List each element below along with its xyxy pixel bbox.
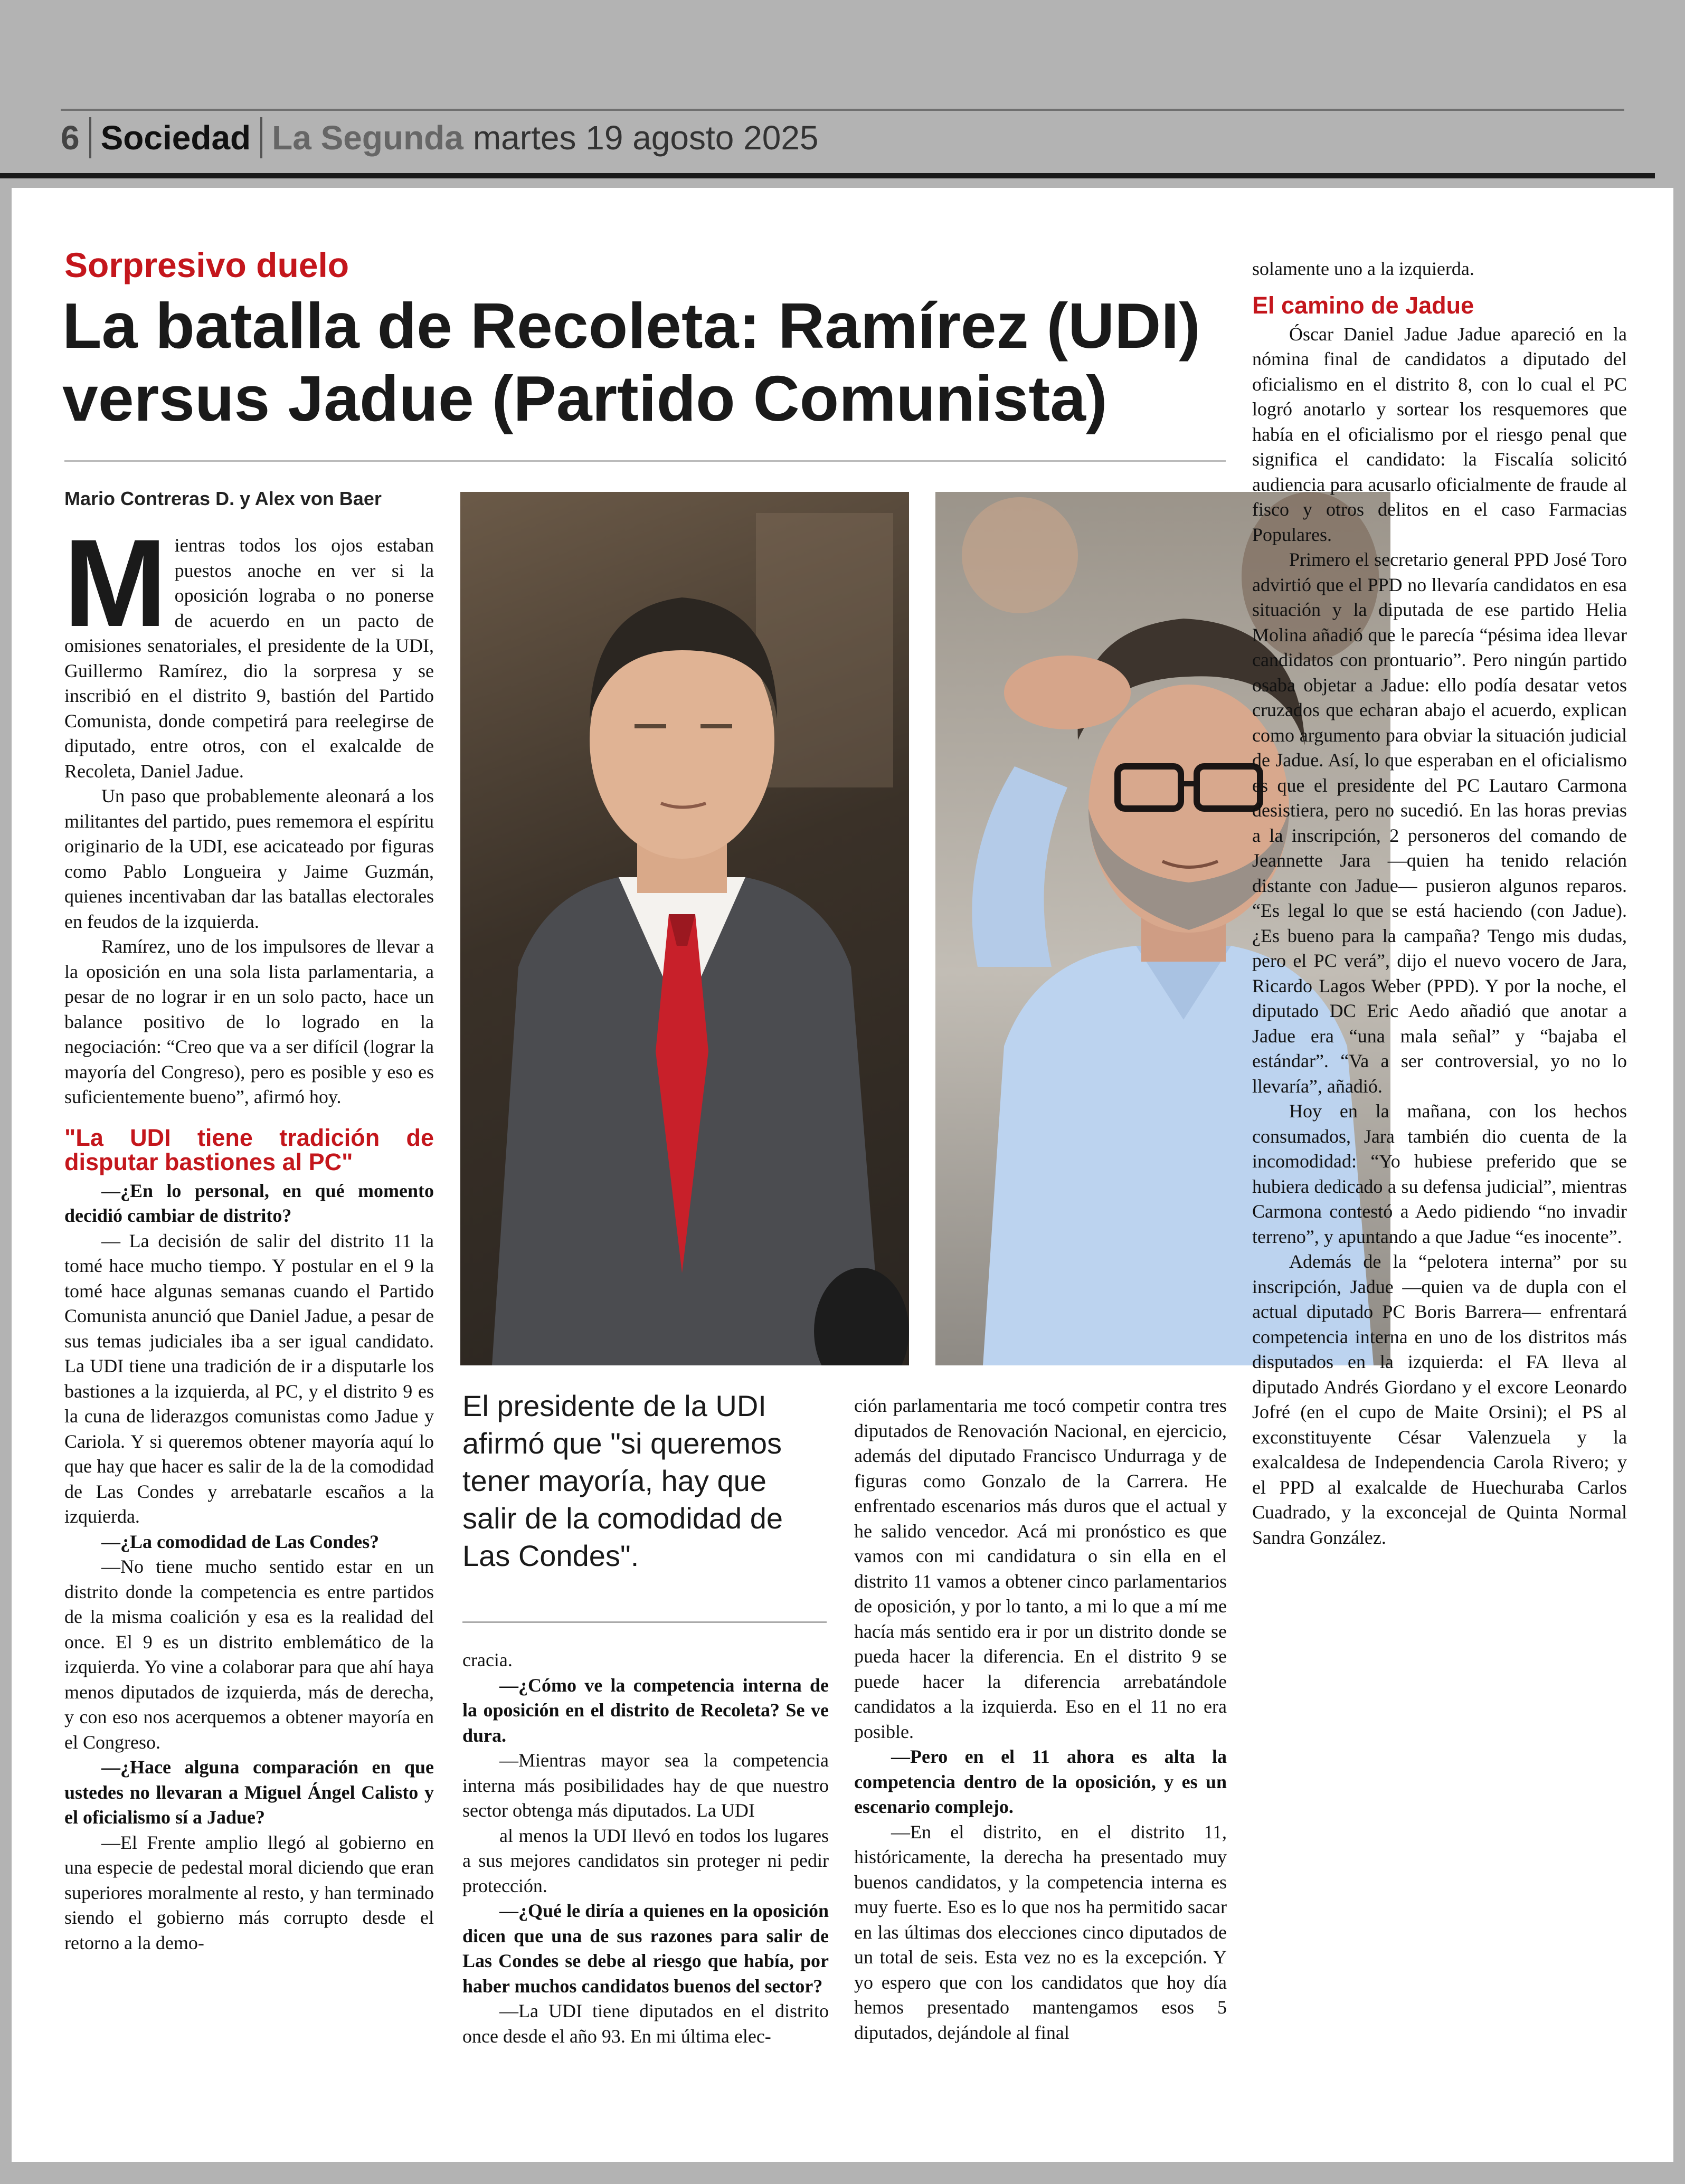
paragraph: Un paso que probablemente aleonará a los militantes del partido, pues rememora el espíritu originario de la UDI, ese acicateado por figuras como Pablo Longueira y Jaime Guzmán, quienes incentivaban dar las batallas electorales en feudos de la izquierda. (64, 785, 434, 932)
interview-question: —¿Qué le diría a quienes en la oposición dicen que una de sus razones para salir de Las Condes se debe al riesgo que había, por haber muchos candidatos buenos del sector? (462, 1900, 829, 1997)
interview-question: —Pero en el 11 ahora es alta la competencia dentro de la oposición, y es un escenario complejo. (854, 1746, 1227, 1817)
article-headline: La batalla de Recoleta: Ramírez (UDI) versus Jadue (Partido Comunista) (62, 290, 1200, 434)
header-top-rule (61, 109, 1624, 111)
publication-name: La Segunda (272, 119, 463, 157)
article-kicker: Sorpresivo duelo (64, 245, 349, 284)
paragraph: Además de la “pelotera interna” por su inscripción, Jadue —quien va de dupla con el actual diputado PC Boris Barrera— enfrentará competencia interna en uno de los distritos más disputados en la izquierda: el FA lleva al diputado Andrés Giordano y el excore Leonardo Jofré (en el cupo de Maite Orsini); el PS al exconstituyente César Valenzuela y la exalcaldesa de Independencia Carola Rivero; y el PPD al exalcalde de Huechuraba Carlos Cuadrado, y la exconcejal de Quinta Normal Sandra González. (1252, 1251, 1627, 1548)
interview-answer: —Mientras mayor sea la competencia interna más posibilidades hay de que nuestro sector obtenga más diputados. La UDI (462, 1750, 829, 1821)
drop-cap: M (63, 514, 167, 653)
page-header (0, 0, 1685, 179)
interview-answer: —El Frente amplio llegó al gobierno en una especie de pedestal moral diciendo que eran superiores moralmente al resto, y han terminado siendo el gobierno más corrupto desde el retorno a la demo- (64, 1831, 434, 1953)
interview-subhead: "La UDI tiene tradición de disputar bastiones al PC" (64, 1124, 434, 1175)
section-subhead: El camino de Jadue (1252, 291, 1474, 319)
paragraph: Ramírez, uno de los impulsores de llevar a la oposición en una sola lista parlamentaria, a pesar de no lograr ir en un solo pacto, hace un balance positivo de lo logrado en la negociación: “Creo que va a ser difícil (lograr la mayoría del Congreso), pero es posible y eso es suficientemente bueno”, afirmó hoy. (64, 936, 434, 1107)
interview-answer: — La decisión de salir del distrito 11 la tomé hace mucho tiempo. Y postular en el 9 la tomé hace algunas semanas cuando el Partido Comunista anunció que Daniel Jadue, a pesar de sus temas judiciales iba a ser igual candidato. La UDI tiene una tradición de ir a disputarle los bastiones a la izquierda, al PC, y el distrito 9 es la cuna de liderazgos comunistas como Jadue y Cariola. Y si queremos obtener mayoría aquí lo que hay que hacer es salir de la de la comodidad de Las Condes y arrebatarle escaños a la izquierda. (64, 1230, 434, 1527)
column-2 (462, 1648, 829, 2049)
page-number: 6 (61, 119, 80, 157)
issue-date: martes 19 agosto 2025 (472, 119, 819, 157)
interview-answer: —La UDI tiene diputados en el distrito once desde el año 93. En mi última elec- (462, 2000, 829, 2047)
section-name: Sociedad (100, 119, 251, 157)
folio-separator (260, 117, 262, 158)
interview-answer: —En el distrito, en el distrito 11, históricamente, la derecha ha presentado muy buenos candidatos, y la competencia interna es muy fuerte. Eso es lo que nos ha permitido sacar en las últimas dos elecciones cinco diputados de un total de seis. Esta vez no es la excepción. Y yo espero que con los candidatos que hoy día hemos presentado mantengamos esos 5 diputados, dejándole al final (854, 1821, 1227, 2043)
interview-question: —¿La comodidad de Las Condes? (101, 1531, 380, 1552)
paragraph: Óscar Daniel Jadue Jadue apareció en la nómina final de candidatos a diputado del oficialismo en el distrito 8, con lo cual el PC logró anotarlo y sortear los resquemores que había en el oficialismo por el riesgo penal que significa el candidato: la Fiscalía solicitó audiencia para acusarlo oficialmente de fraude al fisco y otros delitos en el caso Farmacias Populares. (1252, 323, 1627, 545)
interview-question: —¿Cómo ve la competencia interna de la oposición en el distrito de Recoleta? Se ve dura. (462, 1674, 829, 1746)
column-3 (854, 1393, 1227, 2045)
lead-text: ientras todos los ojos estaban puestos anoche en ver si la oposición lograba o no ponerse de acuerdo en un pacto de omisiones senatoriales, el presidente de la UDI, Guillermo Ramírez, dio la sorpresa y se inscribió en el distrito 9, bastión del Partido Comunista, donde competirá para reelegirse de diputado, entre otros, con el exalcalde de Recoleta, Daniel Jadue. (64, 535, 434, 782)
paragraph: ción parlamentaria me tocó competir contra tres diputados de Renovación Nacional, en ejercicio, además del diputado Francisco Undurraga y de figuras como Gonzalo de la Carrera. He enfrentado escenarios más duros que el actual y he salido vencedor. Acá mi pronóstico es que vamos con mi candidatura o sin ella en el distrito 11 vamos a obtener cinco parlamentarios de oposición, y por lo tanto, a mi lo que a mí me hacía más sentido era ir por un distrito donde se pueda hacer la diferencia. En el distrito 9 se puede hacer la diferencia arrebatándole candidatos a la izquierda. Eso en el 11 no era posible. (854, 1395, 1227, 1742)
column-1 (63, 514, 434, 1955)
interview-answer: al menos la UDI llevó en todos los lugares a sus mejores candidatos sin proteger ni pedir protección. (462, 1825, 829, 1896)
caption-rule (462, 1621, 827, 1623)
interview-question: —¿En lo personal, en qué momento decidió cambiar de distrito? (64, 1180, 434, 1226)
folio-line (61, 114, 819, 162)
photo-ramirez-illustration (460, 492, 909, 1365)
headline-rule (64, 460, 1226, 462)
interview-question: —¿Hace alguna comparación en que ustedes no llevaran a Miguel Ángel Calisto y el oficialismo sí a Jadue? (64, 1756, 434, 1828)
photo-ramirez (460, 492, 909, 1365)
lead-paragraph (63, 514, 434, 784)
paragraph: cracia. (462, 1649, 513, 1670)
column-4 (1252, 257, 1627, 1550)
header-bottom-rule (0, 173, 1655, 178)
interview-answer: —No tiene mucho sentido estar en un distrito donde la competencia es entre partidos de la misma coalición y esa es la realidad del once. El 9 es un distrito emblemático de la izquierda. Yo vine a colaborar para que ahí haya menos diputados de izquierda, más de derecha, y con eso nos acerquemos a obtener mayoría en el Congreso. (64, 1556, 434, 1753)
paragraph: Hoy en la mañana, con los hechos consumados, Jara también dio cuenta de la incomodidad: “Yo hubiese preferido que se hubiera dedicado a su defensa judicial”, mientras Carmona contestó a Aedo pidiendo “no invadir terreno”, y apuntando a que Jadue “es inocente”. (1252, 1100, 1627, 1247)
paragraph: Primero el secretario general PPD José Toro advirtió que el PPD no llevaría candidatos en esa situación y la diputada de ese partido Helia Molina añadió que le parecía “pésima idea llevar candidatos con prontuario”. Pero ningún partido osaba objetar a Jadue: ello podía desatar vetos cruzados que echaran abajo el acuerdo, explican como argumento para obviar la situación judicial de Jadue. Así, lo que esperaban en el oficialismo es que el presidente del PC Lautaro Carmona desistiera, pero no sucedió. En las horas previas a la inscripción, 2 personeros del comando de Jeannette Jara —quien ha tenido relación distante con Jadue— pusieron algunos reparos. “Es legal lo que se está haciendo (con Jadue). ¿Es bueno para la campaña? Tengo mis dudas, pero el PC verá”, dijo el nuevo vocero de Jara, Ricardo Lagos Weber (PPD). Y por la noche, el diputado DC Eric Aedo añadió que anotar a Jadue era “una mala señal” y “bajaba el estándar”. “Va a ser controversial, yo no lo llevaría”, añadió. (1252, 549, 1627, 1097)
article-byline: Mario Contreras D. y Alex von Baer (64, 488, 382, 509)
folio-separator (89, 117, 91, 158)
photo-caption: El presidente de la UDI afirmó que "si queremos tener mayoría, hay que salir de la comodidad de Las Condes". (462, 1389, 783, 1572)
paragraph: solamente uno a la izquierda. (1252, 258, 1474, 279)
